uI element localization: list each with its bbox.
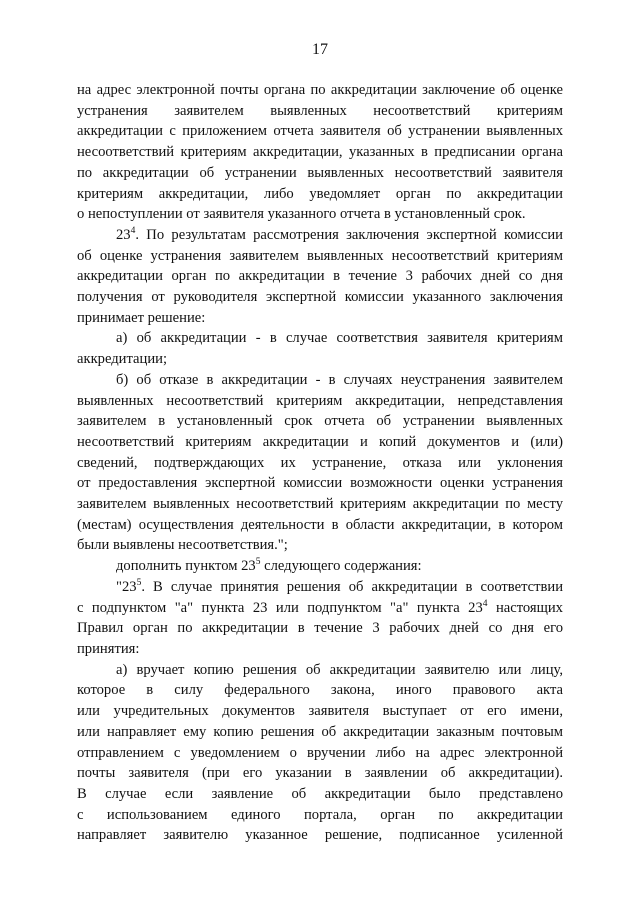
- text-line: [77, 494, 563, 515]
- line-text: о непоступлении от заявителя указанного отчета в установленный срок.: [77, 206, 526, 223]
- text-line: [77, 825, 563, 846]
- line-text-continued: . По результатам рассмотрения заключения экспертной комиссии: [135, 226, 563, 243]
- line-text-continued: следующего содержания:: [260, 558, 422, 575]
- line-text: выявленных несоответствий критериям аккредитации, непредставления: [77, 392, 563, 409]
- line-text: заявителем в установленный срок отчета об устранении выявленных: [77, 413, 563, 430]
- line-text: принимает решение:: [77, 309, 206, 326]
- text-line: [77, 349, 563, 370]
- line-text: заявителем выявленных несоответствий критериям аккредитации по месту: [77, 496, 563, 513]
- line-text: В случае если заявление об аккредитации было представлено: [77, 785, 563, 802]
- line-text: Правил орган по аккредитации в течение 3 рабочих дней со дня его: [77, 620, 563, 637]
- line-text: аккредитации;: [77, 351, 167, 368]
- line-text: сведений, подтверждающих их устранение, отказа или уклонения: [77, 454, 563, 471]
- line-text: отправлением с уведомлением о вручении либо на адрес электронной: [77, 744, 563, 761]
- text-line: [77, 784, 563, 805]
- page-number: 17: [312, 41, 328, 58]
- line-text: об оценке устранения заявителем выявленных несоответствий критериям: [77, 247, 563, 264]
- text-line: [77, 701, 563, 722]
- document-body: [77, 80, 563, 846]
- line-text: или направляет ему копию решения об аккредитации заказным почтовым: [77, 723, 563, 740]
- text-line: [77, 391, 563, 412]
- line-text: или учредительных документов заявителя выступает от его имени,: [77, 703, 563, 720]
- text-line: [77, 101, 563, 122]
- text-line: [77, 287, 563, 308]
- line-text: на адрес электронной почты органа по аккредитации заключение об оценке: [77, 82, 563, 98]
- line-text-continued: . В случае принятия решения об аккредитации в соответствии: [141, 578, 563, 595]
- line-text: были выявлены несоответствия.";: [77, 537, 288, 554]
- line-text: аккредитации с приложением отчета заявителя об устранении выявленных: [77, 123, 563, 140]
- text-line: [77, 660, 563, 681]
- line-text: с подпунктом "а" пункта 23 или подпунктом "а" пункта 23: [77, 599, 483, 616]
- text-line: [77, 453, 563, 474]
- line-text: а) об аккредитации - в случае соответствия заявителя критериям: [116, 330, 563, 347]
- text-line: [77, 743, 563, 764]
- line-text: направляет заявителю указанное решение, подписанное усиленной: [77, 827, 563, 844]
- text-line: [77, 411, 563, 432]
- line-text: принятия:: [77, 640, 140, 657]
- text-line: [77, 722, 563, 743]
- text-line: [77, 515, 563, 536]
- text-line: [77, 535, 563, 556]
- line-text: получения от руководителя экспертной комиссии указанного заключения: [77, 289, 563, 306]
- line-text: несоответствий критериям аккредитации, указанных в предписании органа: [77, 144, 563, 161]
- line-text: от предоставления экспертной комиссии возможности оценки устранения: [77, 475, 563, 492]
- text-line: [77, 184, 563, 205]
- text-line: [77, 246, 563, 267]
- line-text: 23: [116, 226, 131, 243]
- text-line: [77, 328, 563, 349]
- text-line: [77, 680, 563, 701]
- line-text: устранения заявителем выявленных несоответствий критериям: [77, 102, 563, 119]
- line-text: критериям аккредитации, либо уведомляет орган по аккредитации: [77, 185, 563, 202]
- text-line: [77, 556, 563, 577]
- text-line: [77, 432, 563, 453]
- text-line: [77, 121, 563, 142]
- text-line: [77, 473, 563, 494]
- line-text: несоответствий критериям аккредитации и копий документов и (или): [77, 433, 563, 450]
- line-text: дополнить пунктом 23: [116, 558, 256, 575]
- line-text: "23: [116, 578, 137, 595]
- superscript: 5: [136, 577, 142, 588]
- line-text: по аккредитации об устранении выявленных несоответствий заявителя: [77, 164, 563, 181]
- text-line: [77, 598, 563, 619]
- superscript: 4: [482, 598, 488, 609]
- line-text: с использованием единого портала, орган по аккредитации: [77, 806, 563, 823]
- text-line: [77, 577, 563, 598]
- text-line: [77, 370, 563, 391]
- text-line: [77, 204, 563, 225]
- line-text: б) об отказе в аккредитации - в случаях неустранения заявителем: [116, 371, 563, 388]
- line-text: (местам) осуществления деятельности в области аккредитации, в котором: [77, 516, 563, 533]
- line-text: которое в силу федерального закона, иного правового акта: [77, 682, 563, 699]
- superscript: 5: [255, 557, 261, 568]
- text-line: [77, 266, 563, 287]
- text-line: [77, 805, 563, 826]
- text-line: [77, 618, 563, 639]
- text-line: [77, 763, 563, 784]
- line-text: аккредитации орган по аккредитации в течение 3 рабочих дней со дня: [77, 268, 563, 285]
- text-line: [77, 639, 563, 660]
- text-line: [77, 142, 563, 163]
- line-text: почты заявителя (при его указании в заявлении об аккредитации).: [77, 765, 563, 782]
- text-line: [77, 225, 563, 246]
- text-line: [77, 80, 563, 101]
- line-text-continued: настоящих: [487, 599, 563, 616]
- text-line: [77, 163, 563, 184]
- line-text: а) вручает копию решения об аккредитации заявителю или лицу,: [116, 661, 563, 678]
- superscript: 4: [130, 225, 136, 236]
- text-line: [77, 308, 563, 329]
